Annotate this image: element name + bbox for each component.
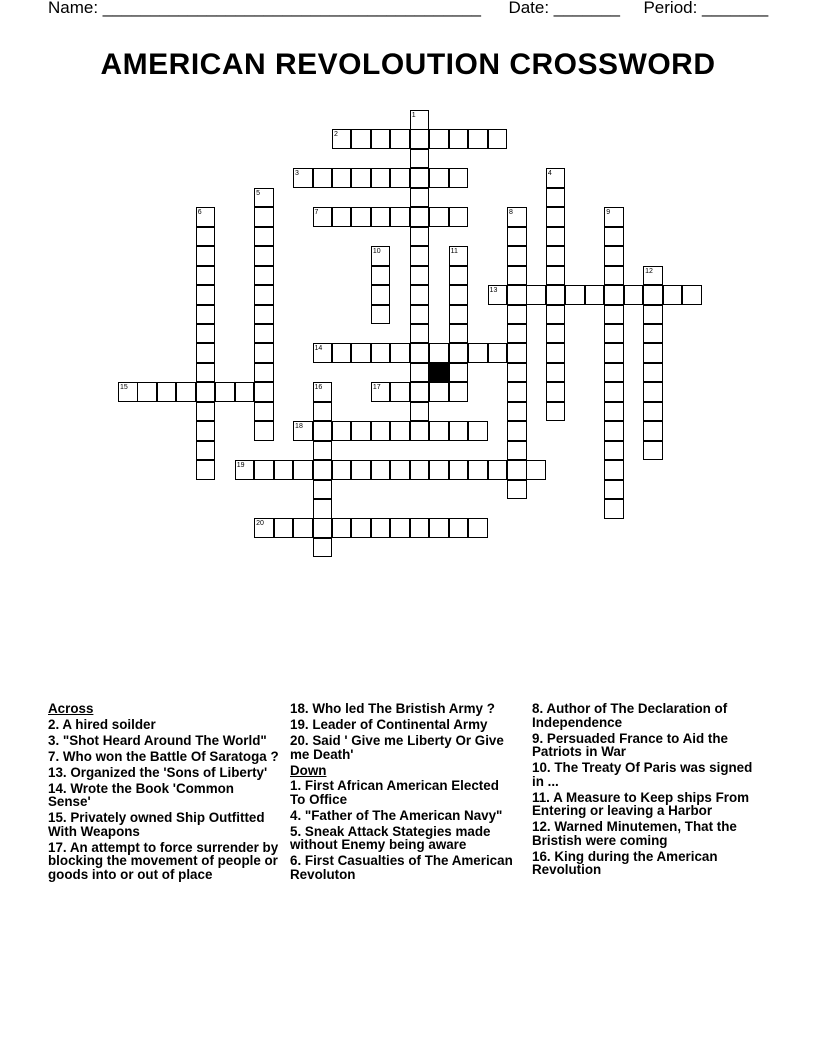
page-title: AMERICAN REVOLOUTION CROSSWORD — [100, 48, 716, 81]
grid-cell[interactable] — [196, 285, 216, 305]
clues-column-3 — [532, 702, 764, 879]
grid-cell[interactable] — [449, 305, 469, 325]
clue-item — [48, 782, 280, 809]
clue-number-label: 19. — [290, 717, 309, 732]
grid-cell[interactable] — [643, 421, 663, 441]
grid-cell[interactable] — [429, 129, 449, 149]
grid-cell[interactable] — [332, 168, 352, 188]
grid-cell[interactable] — [254, 402, 274, 422]
grid-cell[interactable] — [449, 285, 469, 305]
grid-cell[interactable] — [546, 305, 566, 325]
grid-cell[interactable] — [429, 168, 449, 188]
grid-cell[interactable] — [449, 421, 469, 441]
grid-cell[interactable] — [176, 382, 196, 402]
grid-cell[interactable] — [371, 305, 391, 325]
clue-number-label: 1. — [290, 778, 302, 793]
grid-cell[interactable] — [137, 382, 157, 402]
grid-cell[interactable] — [254, 460, 274, 480]
down-heading: Down — [290, 762, 327, 778]
grid-cell[interactable] — [196, 382, 216, 402]
grid-cell[interactable] — [410, 207, 430, 227]
grid-cell[interactable] — [546, 188, 566, 208]
grid-cell[interactable] — [371, 285, 391, 305]
clue-text: First Casualties of The American Revoluton — [290, 853, 513, 882]
clue-text: King during the American Revolution — [532, 848, 718, 877]
grid-cell[interactable] — [410, 246, 430, 266]
clue-item — [532, 820, 764, 847]
grid-cell[interactable] — [410, 460, 430, 480]
grid-cell[interactable] — [507, 480, 527, 500]
grid-cell[interactable] — [643, 343, 663, 363]
period-field[interactable]: Period: _______ — [643, 0, 769, 17]
grid-cell[interactable] — [468, 518, 488, 538]
grid-cell[interactable] — [371, 518, 391, 538]
clue-item — [48, 734, 280, 748]
grid-cell[interactable] — [410, 363, 430, 383]
clue-number: 9 — [606, 209, 611, 217]
grid-cell[interactable] — [196, 402, 216, 422]
grid-cell[interactable] — [254, 246, 274, 266]
clue-text: Persuaded France to Aid the Patriots in War — [532, 730, 728, 759]
grid-cell[interactable] — [371, 129, 391, 149]
grid-cell[interactable] — [410, 285, 430, 305]
grid-cell[interactable] — [429, 518, 449, 538]
clue-item — [290, 825, 515, 852]
grid-cell[interactable] — [449, 266, 469, 286]
grid-cell[interactable] — [254, 343, 274, 363]
grid-cell[interactable] — [313, 441, 333, 461]
grid-cell[interactable] — [468, 343, 488, 363]
grid-cell[interactable] — [604, 343, 624, 363]
grid-cell[interactable] — [313, 402, 333, 422]
clue-text: Privately owned Ship Outfitted With Weapons — [48, 810, 265, 839]
grid-cell[interactable] — [351, 518, 371, 538]
clue-text: Said ' Give me Liberty Or Give me Death' — [290, 733, 504, 762]
grid-cell[interactable] — [332, 518, 352, 538]
grid-cell[interactable] — [507, 266, 527, 286]
grid-cell[interactable] — [488, 460, 508, 480]
grid-cell[interactable] — [507, 324, 527, 344]
clue-item — [290, 702, 515, 716]
grid-cell[interactable] — [371, 266, 391, 286]
grid-cell[interactable] — [507, 343, 527, 363]
grid-cell[interactable] — [351, 168, 371, 188]
grid-cell[interactable] — [410, 382, 430, 402]
grid-cell[interactable] — [196, 246, 216, 266]
grid-cell[interactable] — [313, 460, 333, 480]
grid-cell[interactable] — [371, 460, 391, 480]
grid-cell[interactable] — [410, 402, 430, 422]
grid-cell[interactable] — [449, 343, 469, 363]
clue-number-label: 20. — [290, 733, 309, 748]
clue-text: The Treaty Of Paris was signed in ... — [532, 760, 753, 789]
clue-number-label: 16. — [532, 848, 551, 864]
grid-cell[interactable] — [332, 460, 352, 480]
grid-cell[interactable] — [604, 363, 624, 383]
grid-cell[interactable] — [196, 227, 216, 247]
grid-cell[interactable] — [488, 129, 508, 149]
grid-cell[interactable] — [507, 402, 527, 422]
clue-text: "Father of The American Navy" — [301, 807, 503, 823]
grid-cell[interactable] — [468, 460, 488, 480]
black-square — [429, 363, 449, 383]
grid-cell[interactable] — [604, 499, 624, 519]
grid-cell[interactable] — [449, 460, 469, 480]
grid-cell[interactable] — [254, 421, 274, 441]
grid-cell[interactable] — [546, 207, 566, 227]
grid-cell[interactable] — [546, 246, 566, 266]
clues-column-1 — [48, 702, 280, 884]
clue-number: 7 — [314, 209, 319, 217]
grid-cell[interactable] — [507, 421, 527, 441]
grid-cell[interactable] — [507, 285, 527, 305]
clue-number: 5 — [256, 189, 261, 197]
grid-cell[interactable] — [604, 441, 624, 461]
grid-cell[interactable] — [604, 382, 624, 402]
grid-cell[interactable] — [351, 343, 371, 363]
clue-number-label: 9. — [532, 730, 544, 746]
grid-cell[interactable] — [604, 227, 624, 247]
clue-number-label: 15. — [48, 810, 67, 825]
clue-text: Leader of Continental Army — [308, 717, 488, 732]
clue-number-label: 12. — [532, 819, 551, 834]
grid-cell[interactable] — [410, 129, 430, 149]
grid-cell[interactable] — [410, 149, 430, 169]
grid-cell[interactable] — [390, 168, 410, 188]
grid-cell[interactable] — [254, 266, 274, 286]
grid-cell[interactable] — [546, 266, 566, 286]
clues-column-2 — [290, 702, 515, 884]
grid-cell[interactable] — [196, 305, 216, 325]
grid-cell[interactable] — [196, 266, 216, 286]
clue-number: 13 — [489, 287, 498, 295]
grid-cell[interactable] — [507, 441, 527, 461]
clue-number: 1 — [411, 112, 416, 119]
grid-cell[interactable] — [390, 343, 410, 363]
clue-number-label: 14. — [48, 780, 67, 796]
clue-text: An attempt to force surrender by blocking the movement of people or goods into or out of place — [48, 839, 279, 882]
clue-number: 2 — [333, 131, 338, 139]
clue-item — [290, 854, 515, 881]
clue-number: 16 — [314, 384, 323, 392]
clue-text: Warned Minutemen, That the Bristish were coming — [532, 819, 737, 848]
clue-number: 3 — [295, 170, 299, 178]
clue-item — [290, 809, 515, 823]
clue-text: "Shot Heard Around The World" — [59, 732, 267, 748]
grid-cell[interactable] — [390, 518, 410, 538]
grid-cell[interactable] — [351, 421, 371, 441]
grid-cell[interactable] — [604, 421, 624, 441]
clue-number-label: 4. — [290, 807, 302, 823]
clue-number-label: 2. — [48, 716, 60, 732]
grid-cell[interactable] — [390, 129, 410, 149]
clue-number-label: 17. — [48, 839, 67, 855]
grid-cell[interactable] — [507, 382, 527, 402]
clue-item — [532, 850, 764, 877]
clue-number: 15 — [120, 384, 128, 392]
clue-item — [48, 811, 280, 838]
grid-cell[interactable] — [468, 129, 488, 149]
clue-text: Wrote the Book 'Common Sense' — [48, 780, 234, 809]
grid-cell[interactable] — [332, 343, 352, 363]
grid-cell[interactable] — [546, 285, 566, 305]
grid-cell[interactable] — [332, 421, 352, 441]
grid-cell[interactable] — [313, 518, 333, 538]
grid-cell[interactable] — [429, 460, 449, 480]
grid-cell[interactable] — [663, 285, 683, 305]
clue-number: 11 — [450, 248, 458, 256]
grid-cell[interactable] — [488, 343, 508, 363]
grid-cell[interactable] — [157, 382, 177, 402]
grid-cell[interactable] — [546, 227, 566, 247]
grid-cell[interactable] — [332, 207, 352, 227]
grid-cell[interactable] — [643, 441, 663, 461]
grid-cell[interactable] — [371, 168, 391, 188]
grid-cell[interactable] — [682, 285, 702, 305]
grid-cell[interactable] — [410, 518, 430, 538]
grid-cell[interactable] — [507, 363, 527, 383]
grid-cell[interactable] — [390, 460, 410, 480]
clue-number-label: 5. — [290, 823, 302, 839]
grid-cell[interactable] — [254, 285, 274, 305]
clue-item — [532, 761, 764, 788]
clue-text: A hired soilder — [59, 716, 156, 732]
grid-cell[interactable] — [254, 305, 274, 325]
clue-item — [290, 734, 515, 761]
grid-cell[interactable] — [410, 227, 430, 247]
clue-text: Who led The Bristish Army ? — [308, 701, 495, 716]
clue-number: 18 — [295, 423, 303, 431]
clue-number: 10 — [372, 248, 381, 256]
clue-number-label: 10. — [532, 760, 551, 775]
grid-cell[interactable] — [604, 460, 624, 480]
clue-number: 14 — [314, 345, 323, 353]
grid-cell[interactable] — [254, 227, 274, 247]
grid-cell[interactable] — [604, 285, 624, 305]
clue-number: 20 — [256, 520, 264, 528]
grid-cell[interactable] — [643, 305, 663, 325]
date-field[interactable]: Date: _______ — [508, 0, 620, 17]
grid-cell[interactable] — [526, 285, 546, 305]
clue-number-label: 13. — [48, 764, 67, 780]
clue-number: 19 — [236, 462, 245, 470]
grid-cell[interactable] — [390, 421, 410, 441]
grid-cell[interactable] — [449, 168, 469, 188]
grid-cell[interactable] — [604, 305, 624, 325]
clue-item — [532, 702, 764, 729]
grid-cell[interactable] — [507, 460, 527, 480]
grid-cell[interactable] — [371, 207, 391, 227]
grid-cell[interactable] — [643, 363, 663, 383]
grid-cell[interactable] — [410, 324, 430, 344]
grid-cell[interactable] — [624, 285, 644, 305]
grid-cell[interactable] — [196, 324, 216, 344]
grid-cell[interactable] — [196, 421, 216, 441]
clue-text: A Measure to Keep ships From Entering or leaving a Harbor — [532, 789, 750, 818]
grid-cell[interactable] — [390, 382, 410, 402]
grid-cell[interactable] — [468, 421, 488, 441]
grid-cell[interactable] — [313, 538, 333, 558]
grid-cell[interactable] — [196, 343, 216, 363]
clue-number: 17 — [372, 384, 381, 392]
grid-cell[interactable] — [449, 518, 469, 538]
clue-item — [48, 718, 280, 732]
grid-cell[interactable] — [507, 246, 527, 266]
grid-cell[interactable] — [429, 207, 449, 227]
clue-number-label: 11. — [532, 789, 550, 805]
grid-cell[interactable] — [215, 382, 235, 402]
grid-cell[interactable] — [565, 285, 585, 305]
grid-cell[interactable] — [254, 382, 274, 402]
grid-cell[interactable] — [371, 421, 391, 441]
clue-number-label: 8. — [532, 701, 544, 716]
grid-cell[interactable] — [507, 227, 527, 247]
grid-cell[interactable] — [313, 168, 333, 188]
clue-text: Sneak Attack Stategies made without Enemy being aware — [290, 823, 491, 852]
grid-cell[interactable] — [546, 324, 566, 344]
clue-item — [532, 732, 764, 759]
clue-text: Author of The Declaration of Independence — [532, 701, 728, 730]
grid-cell[interactable] — [410, 266, 430, 286]
grid-cell[interactable] — [313, 480, 333, 500]
clue-item — [290, 718, 515, 732]
across-heading: Across — [48, 701, 94, 716]
grid-cell[interactable] — [351, 460, 371, 480]
clue-item — [48, 841, 280, 882]
clue-item — [48, 766, 280, 780]
clue-item — [290, 779, 515, 806]
grid-cell[interactable] — [449, 207, 469, 227]
grid-cell[interactable] — [585, 285, 605, 305]
grid-cell[interactable] — [604, 324, 624, 344]
grid-cell[interactable] — [351, 129, 371, 149]
grid-cell[interactable] — [429, 421, 449, 441]
grid-cell[interactable] — [449, 382, 469, 402]
clue-text: First African American Elected To Office — [290, 778, 499, 807]
clue-number-label: 3. — [48, 732, 60, 748]
grid-cell[interactable] — [546, 363, 566, 383]
clue-item — [48, 750, 280, 764]
clue-item — [532, 791, 764, 818]
grid-cell[interactable] — [429, 382, 449, 402]
grid-cell[interactable] — [196, 460, 216, 480]
grid-cell[interactable] — [604, 246, 624, 266]
grid-cell[interactable] — [604, 266, 624, 286]
grid-cell[interactable] — [274, 460, 294, 480]
grid-cell[interactable] — [643, 324, 663, 344]
grid-cell[interactable] — [643, 382, 663, 402]
grid-cell[interactable] — [274, 518, 294, 538]
grid-cell[interactable] — [604, 480, 624, 500]
grid-cell[interactable] — [546, 343, 566, 363]
grid-cell[interactable] — [604, 402, 624, 422]
name-field[interactable]: Name: ________________________________________ — [48, 0, 481, 17]
grid-cell[interactable] — [410, 168, 430, 188]
grid-cell[interactable] — [643, 402, 663, 422]
grid-cell[interactable] — [429, 343, 449, 363]
grid-cell[interactable] — [313, 499, 333, 519]
grid-cell[interactable] — [526, 460, 546, 480]
grid-cell[interactable] — [449, 129, 469, 149]
grid-cell[interactable] — [507, 305, 527, 325]
clue-text: Who won the Battle Of Saratoga ? — [59, 748, 279, 764]
clue-number: 12 — [645, 267, 653, 275]
grid-cell[interactable] — [410, 188, 430, 208]
grid-cell[interactable] — [390, 207, 410, 227]
grid-cell[interactable] — [410, 343, 430, 363]
grid-cell[interactable] — [410, 421, 430, 441]
grid-cell[interactable] — [546, 382, 566, 402]
clue-number-label: 7. — [48, 748, 60, 764]
grid-cell[interactable] — [351, 207, 371, 227]
grid-cell[interactable] — [410, 305, 430, 325]
grid-cell[interactable] — [254, 207, 274, 227]
clue-number-label: 18. — [290, 701, 309, 716]
grid-cell[interactable] — [254, 363, 274, 383]
clue-number: 4 — [547, 170, 552, 178]
grid-cell[interactable] — [196, 363, 216, 383]
grid-cell[interactable] — [449, 363, 469, 383]
grid-cell[interactable] — [449, 324, 469, 344]
grid-cell[interactable] — [293, 518, 313, 538]
grid-cell[interactable] — [643, 285, 663, 305]
clue-text: Organized the 'Sons of Liberty' — [66, 764, 268, 780]
clue-number: 6 — [197, 209, 202, 217]
grid-cell[interactable] — [254, 324, 274, 344]
grid-cell[interactable] — [371, 343, 391, 363]
clue-number: 8 — [509, 209, 513, 217]
grid-cell[interactable] — [235, 382, 255, 402]
grid-cell[interactable] — [313, 421, 333, 441]
clue-number-label: 6. — [290, 853, 302, 868]
grid-cell[interactable] — [546, 402, 566, 422]
grid-cell[interactable] — [196, 441, 216, 461]
grid-cell[interactable] — [293, 460, 313, 480]
